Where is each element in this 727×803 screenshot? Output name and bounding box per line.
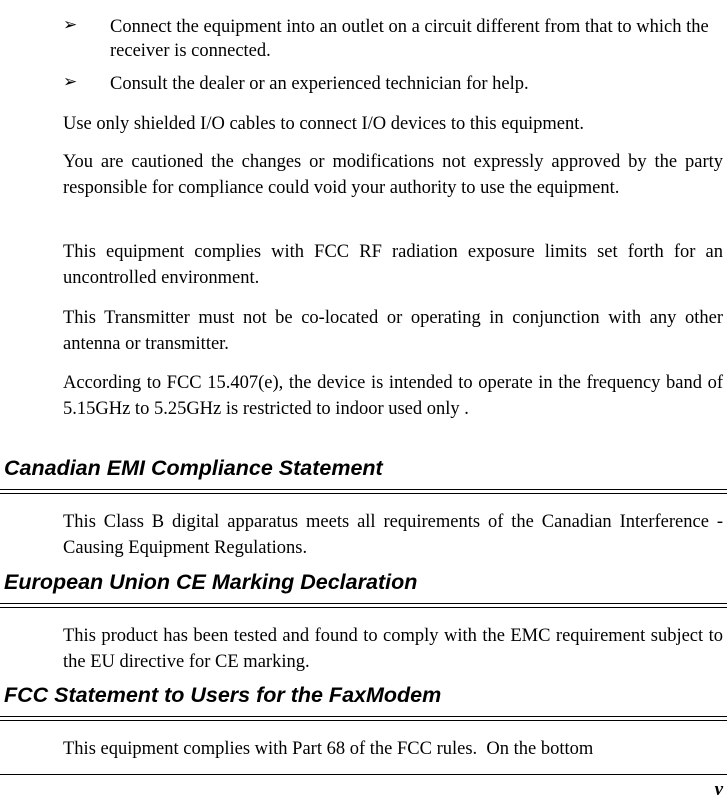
arrowhead-bullet-icon: ➢ (63, 72, 78, 92)
section-heading-canadian-emi: Canadian EMI Compliance Statement (4, 456, 383, 480)
paragraph-co-location: This Transmitter must not be co-located or operating in conjunction with any other antenna or transmitter. (63, 308, 723, 354)
paragraph-shielded-cables: Use only shielded I/O cables to connect I/O devices to this equipment. (63, 114, 584, 134)
arrowhead-bullet-icon: ➢ (63, 15, 78, 35)
section-body-eu-ce: This product has been tested and found to comply with the EMC requirement subject to the EU directive for CE marking. (63, 626, 723, 672)
paragraph-indoor-use: According to FCC 15.407(e), the device is intended to operate in the frequency band of 5.15GHz to 5.25GHz is restricted to indoor used only . (63, 373, 723, 419)
paragraph-rf-exposure: This equipment complies with FCC RF radiation exposure limits set forth for an uncontrolled environment. (63, 242, 723, 288)
heading-rule (0, 603, 727, 608)
section-body-fcc-faxmodem: This equipment complies with Part 68 of the FCC rules. On the bottom (63, 739, 594, 759)
footer-rule (0, 774, 727, 775)
section-heading-eu-ce: European Union CE Marking Declaration (4, 570, 418, 594)
heading-rule (0, 716, 727, 721)
heading-rule (0, 489, 727, 494)
page-number: v (714, 779, 723, 800)
section-body-canadian-emi: This Class B digital apparatus meets all requirements of the Canadian Interference - Causing Equipment Regulations. (63, 512, 723, 558)
section-heading-fcc-faxmodem: FCC Statement to Users for the FaxModem (4, 683, 442, 707)
bullet-text: Connect the equipment into an outlet on a circuit different from that to which the receiver is connected. (110, 17, 709, 61)
bullet-text: Consult the dealer or an experienced technician for help. (110, 74, 529, 94)
paragraph-modifications-warning: You are cautioned the changes or modifications not expressly approved by the party responsible for compliance could void your authority to use the equipment. (63, 152, 723, 198)
